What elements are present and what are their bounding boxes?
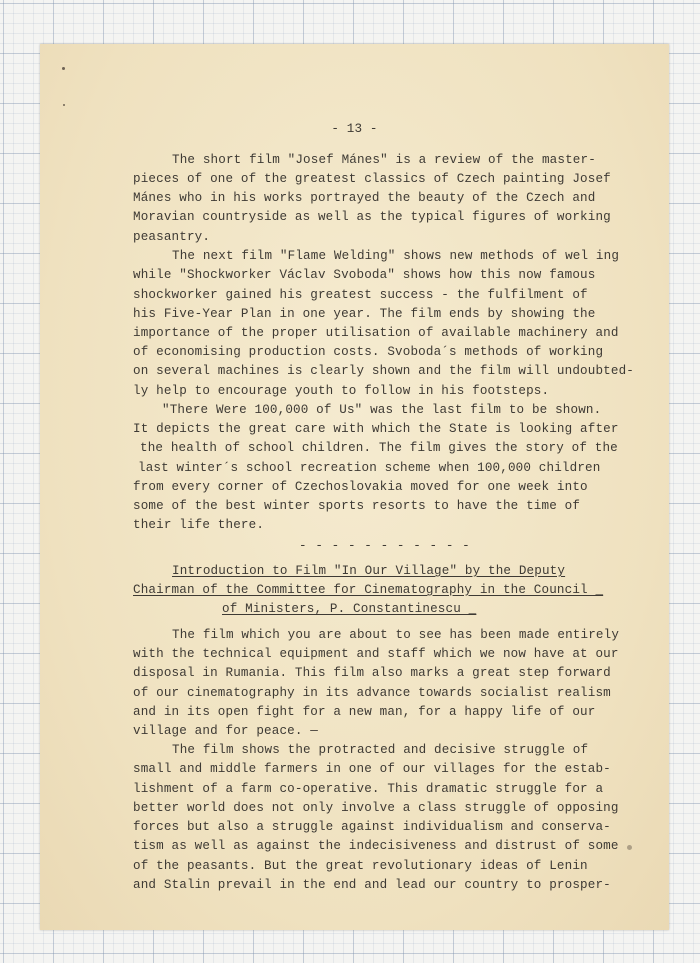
paragraph-line: importance of the proper utilisation of available machinery and (133, 326, 619, 340)
section-separator: - - - - - - - - - - - (299, 539, 471, 553)
paragraph-line: small and middle farmers in one of our villages for the estab- (133, 762, 611, 776)
paragraph-line: pieces of one of the greatest classics of Czech painting Josef (133, 172, 611, 186)
paragraph-line: his Five-Year Plan in one year. The film ends by showing the (133, 307, 596, 321)
paragraph-line: while "Shockworker Václav Svoboda" shows how this now famous (133, 268, 596, 282)
paragraph-line: lishment of a farm co-operative. This dramatic struggle for a (133, 782, 604, 796)
paper-speck (63, 104, 65, 106)
document-page (40, 44, 669, 930)
paragraph-line: their life there. (133, 518, 265, 532)
paragraph-line: from every corner of Czechoslovakia moved for one week into (133, 480, 588, 494)
paragraph-line: tism as well as against the indecisiveness and distrust of some (133, 839, 619, 853)
paragraph-line: and Stalin prevail in the end and lead our country to prosper- (133, 878, 611, 892)
page-number: - 13 - (331, 122, 378, 136)
paragraph-line: disposal in Rumania. This film also marks a great step forward (133, 666, 611, 680)
paragraph-line: last winter´s school recreation scheme when 100,000 children (138, 461, 601, 475)
paragraph-line: The short film "Josef Mánes" is a review of the master- (172, 153, 596, 167)
paper-speck (62, 67, 65, 70)
paragraph-line: village and for peace. — (133, 724, 318, 738)
paragraph-line: with the technical equipment and staff which we now have at our (133, 647, 619, 661)
paragraph-line: The film shows the protracted and decisive struggle of (172, 743, 589, 757)
heading-line: Introduction to Film "In Our Village" by the Deputy (172, 564, 566, 578)
paragraph-line: the health of school children. The film gives the story of the (140, 441, 618, 455)
paragraph-line: peasantry. (133, 230, 211, 244)
paper-speck (627, 845, 632, 850)
heading-line: of Ministers, P. Constantinescu _ (222, 602, 477, 616)
paragraph-line: of the peasants. But the great revolutionary ideas of Lenin (133, 859, 588, 873)
paragraph-line: of our cinematography in its advance towards socialist realism (133, 686, 611, 700)
paragraph-line: The next film "Flame Welding" shows new methods of wel ing (172, 249, 620, 263)
paragraph-line: better world does not only involve a class struggle of opposing (133, 801, 619, 815)
paragraph-line: ly help to encourage youth to follow in his footsteps. (133, 384, 550, 398)
paragraph-line: on several machines is clearly shown and the film will undoubted- (133, 364, 634, 378)
paragraph-line: forces but also a struggle against individualism and conserva- (133, 820, 611, 834)
paragraph-line: The film which you are about to see has been made entirely (172, 628, 620, 642)
paragraph-line: and in its open fight for a new man, for a happy life of our (133, 705, 596, 719)
paragraph-line: Mánes who in his works portrayed the beauty of the Czech and (133, 191, 596, 205)
heading-line: Chairman of the Committee for Cinematography in the Council _ (133, 583, 604, 597)
paragraph-line: Moravian countryside as well as the typical figures of working (133, 210, 611, 224)
paragraph-line: of economising production costs. Svoboda´s methods of working (133, 345, 604, 359)
paragraph-line: shockworker gained his greatest success - the fulfilment of (133, 288, 588, 302)
paragraph-line: some of the best winter sports resorts to have the time of (133, 499, 581, 513)
paragraph-line: It depicts the great care with which the State is looking after (133, 422, 619, 436)
paragraph-line: "There Were 100,000 of Us" was the last film to be shown. (162, 403, 602, 417)
